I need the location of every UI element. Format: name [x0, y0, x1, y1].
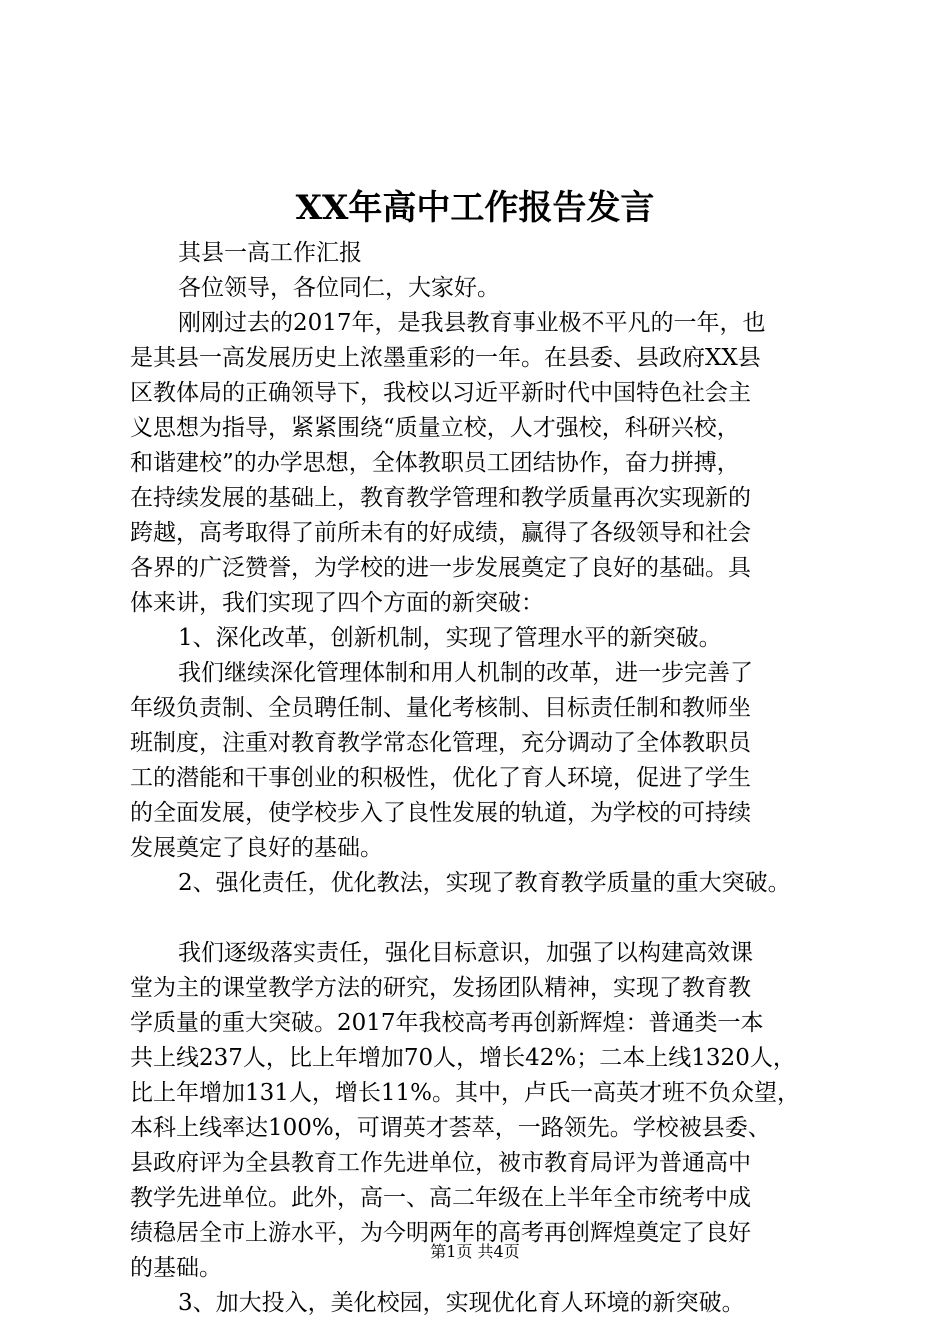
section-heading: 1、深化改革，创新机制，实现了管理水平的新突破。: [178, 625, 722, 651]
text-line: 刚刚过去的2017年，是我县教育事业极不平凡的一年，也: [178, 310, 766, 336]
text-line: 教学先进单位。此外，高一、高二年级在上半年全市统考中成: [130, 1185, 751, 1211]
text-line: 学质量的重大突破。2017年我校高考再创新辉煌：普通类一本: [130, 1010, 764, 1036]
text-line: 堂为主的课堂教学方法的研究，发扬团队精神，实现了教育教: [130, 975, 751, 1001]
text-line: 发展奠定了良好的基础。: [130, 835, 383, 861]
text-line: 我们继续深化管理体制和用人机制的改革，进一步完善了: [178, 660, 753, 686]
text-line: 县政府评为全县教育工作先进单位，被市教育局评为普通高中: [130, 1150, 751, 1176]
text-line: 其县一高工作汇报: [178, 240, 362, 266]
text-line: 共上线237人，比上年增加70人，增长42%；二本上线1320人，: [130, 1045, 796, 1071]
text-line: 本科上线率达100%，可谓英才荟萃，一路领先。学校被县委、: [130, 1115, 771, 1141]
text-line: 绩稳居全市上游水平，为今明两年的高考再创辉煌奠定了良好: [130, 1220, 751, 1246]
text-line: 跨越，高考取得了前所未有的好成绩，赢得了各级领导和社会: [130, 520, 751, 546]
section-heading: 2、强化责任，优化教法，实现了教育教学质量的重大突破。: [178, 870, 791, 896]
text-line: 各位领导，各位同仁，大家好。: [178, 275, 500, 301]
text-line: 和谐建校”的办学思想，全体教职员工团结协作，奋力拼搏，: [130, 450, 740, 476]
text-line: 在持续发展的基础上，教育教学管理和教学质量再次实现新的: [130, 485, 751, 511]
text-line: 区教体局的正确领导下，我校以习近平新时代中国特色社会主: [130, 380, 751, 406]
text-line: 工的潜能和干事创业的积极性，优化了育人环境，促进了学生: [130, 765, 751, 791]
text-line: 体来讲，我们实现了四个方面的新突破：: [130, 590, 544, 616]
text-line: 是其县一高发展历史上浓墨重彩的一年。在县委、县政府XX县: [130, 345, 761, 371]
section-heading: 3、加大投入，美化校园，实现优化育人环境的新突破。: [178, 1290, 745, 1316]
text-line: 我们逐级落实责任，强化目标意识，加强了以构建高效课: [178, 940, 753, 966]
text-line: 班制度，注重对教育教学常态化管理，充分调动了全体教职员: [130, 730, 751, 756]
blank-line: [130, 901, 870, 936]
text-line: 的基础。: [130, 1255, 222, 1281]
text-line: 各界的广泛赞誉，为学校的进一步发展奠定了良好的基础。具: [130, 555, 751, 581]
document-title: XX年高中工作报告发言: [295, 188, 655, 228]
document-body: [130, 236, 870, 1321]
text-line: 年级负责制、全员聘任制、量化考核制、目标责任制和教师坐: [130, 695, 751, 721]
page-footer: 第1页 共4页: [430, 1242, 520, 1261]
text-line: 义思想为指导，紧紧围绕“质量立校，人才强校，科研兴校，: [130, 415, 740, 441]
text-line: 比上年增加131人，增长11%。其中，卢氏一高英才班不负众望，: [130, 1080, 801, 1106]
text-line: 的全面发展，使学校步入了良性发展的轨道，为学校的可持续: [130, 800, 751, 826]
